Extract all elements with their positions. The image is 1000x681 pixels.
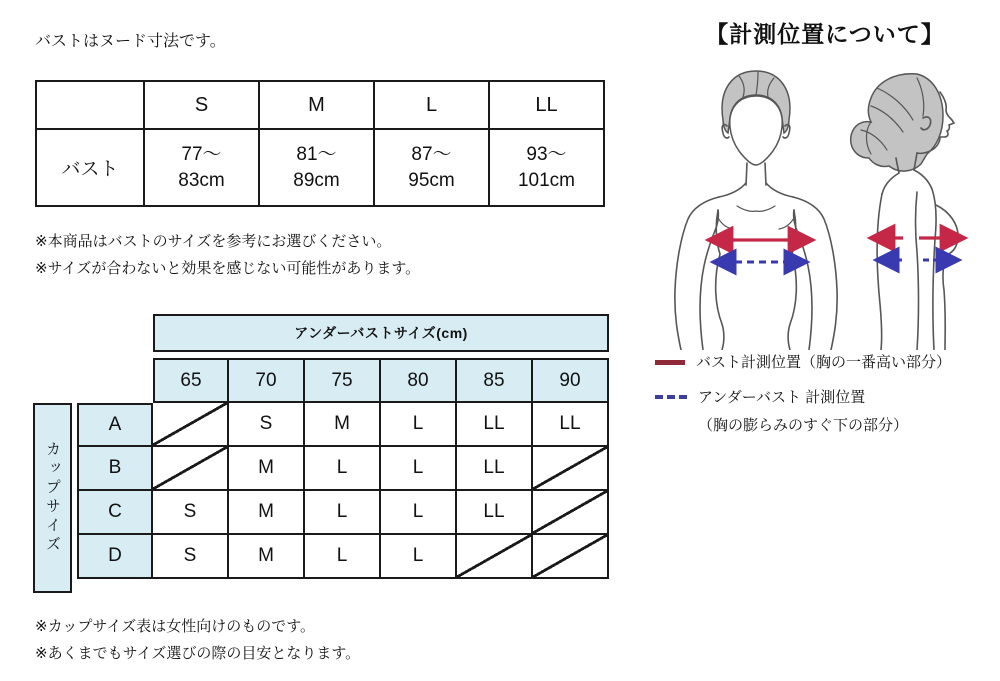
bust-range-ll: 93〜 101cm bbox=[489, 129, 604, 206]
cup-cell-a-90: LL bbox=[533, 403, 609, 447]
size-header-ll: LL bbox=[489, 81, 604, 129]
cup-note-2: ※あくまでもサイズ選びの際の目安となります。 bbox=[35, 645, 361, 662]
cup-cell-b-80: L bbox=[381, 447, 457, 491]
cup-cell-a-65 bbox=[153, 403, 229, 447]
cup-cell-d-65: S bbox=[153, 535, 229, 579]
cup-cell-a-80: L bbox=[381, 403, 457, 447]
cup-axis-label: カップサイズ bbox=[33, 403, 72, 593]
bust-row-label: バスト bbox=[36, 129, 144, 206]
underbust-80: 80 bbox=[381, 358, 457, 403]
cup-cell-c-65: S bbox=[153, 491, 229, 535]
underbust-65: 65 bbox=[153, 358, 229, 403]
bust-notes bbox=[35, 228, 420, 282]
underbust-legend-label: アンダーバスト 計測位置 （胸の膨らみのすぐ下の部分） bbox=[698, 388, 909, 434]
legend-item-underbust bbox=[655, 387, 1000, 437]
measurement-figure-illustration bbox=[655, 58, 995, 350]
size-header-s: S bbox=[144, 81, 259, 129]
bust-range-s: 77〜 83cm bbox=[144, 129, 259, 206]
side-figure bbox=[851, 74, 958, 350]
underbust-85: 85 bbox=[457, 358, 533, 403]
legend-item-bust bbox=[655, 352, 1000, 374]
bust-range-m: 81〜 89cm bbox=[259, 129, 374, 206]
bust-legend-label: バスト計測位置（胸の一番高い部分） bbox=[696, 354, 952, 371]
cup-cell-d-90 bbox=[533, 535, 609, 579]
cup-cell-c-85: LL bbox=[457, 491, 533, 535]
cup-cell-b-70: M bbox=[229, 447, 305, 491]
bust-range-l: 87〜 95cm bbox=[374, 129, 489, 206]
cup-cell-a-75: M bbox=[305, 403, 381, 447]
cup-row-label-a: A bbox=[77, 403, 153, 447]
bust-size-table bbox=[35, 80, 605, 207]
cup-table-spacer bbox=[77, 358, 153, 403]
cup-row-label-d: D bbox=[77, 535, 153, 579]
underbust-header-bar: アンダーバストサイズ(cm) bbox=[153, 314, 609, 352]
cup-cell-d-70: M bbox=[229, 535, 305, 579]
underbust-70: 70 bbox=[229, 358, 305, 403]
bust-note-1: ※本商品はバストのサイズを参考にお選びください。 bbox=[35, 233, 392, 250]
cup-cell-c-70: M bbox=[229, 491, 305, 535]
underbust-75: 75 bbox=[305, 358, 381, 403]
cup-size-table bbox=[77, 358, 609, 579]
underbust-line-swatch bbox=[655, 395, 687, 400]
cup-cell-c-75: L bbox=[305, 491, 381, 535]
cup-cell-c-90 bbox=[533, 491, 609, 535]
cup-cell-b-85: LL bbox=[457, 447, 533, 491]
cup-cell-b-75: L bbox=[305, 447, 381, 491]
measurement-heading: 【計測位置について】 bbox=[705, 21, 945, 47]
underbust-90: 90 bbox=[533, 358, 609, 403]
bust-line-swatch bbox=[655, 360, 685, 365]
cup-note-1: ※カップサイズ表は女性向けのものです。 bbox=[35, 618, 316, 635]
intro-note: バストはヌード寸法です。 bbox=[35, 33, 226, 50]
cup-cell-a-85: LL bbox=[457, 403, 533, 447]
cup-cell-d-80: L bbox=[381, 535, 457, 579]
cup-cell-b-90 bbox=[533, 447, 609, 491]
cup-row-label-b: B bbox=[77, 447, 153, 491]
measurement-legend bbox=[655, 352, 1000, 449]
cup-row-label-c: C bbox=[77, 491, 153, 535]
cup-cell-d-75: L bbox=[305, 535, 381, 579]
bust-table-corner-cell bbox=[36, 81, 144, 129]
cup-cell-a-70: S bbox=[229, 403, 305, 447]
cup-cell-c-80: L bbox=[381, 491, 457, 535]
cup-cell-d-85 bbox=[457, 535, 533, 579]
bust-note-2: ※サイズが合わないと効果を感じない可能性があります。 bbox=[35, 260, 421, 277]
front-figure bbox=[675, 71, 837, 350]
size-header-l: L bbox=[374, 81, 489, 129]
cup-notes bbox=[35, 613, 360, 667]
size-header-m: M bbox=[259, 81, 374, 129]
cup-cell-b-65 bbox=[153, 447, 229, 491]
